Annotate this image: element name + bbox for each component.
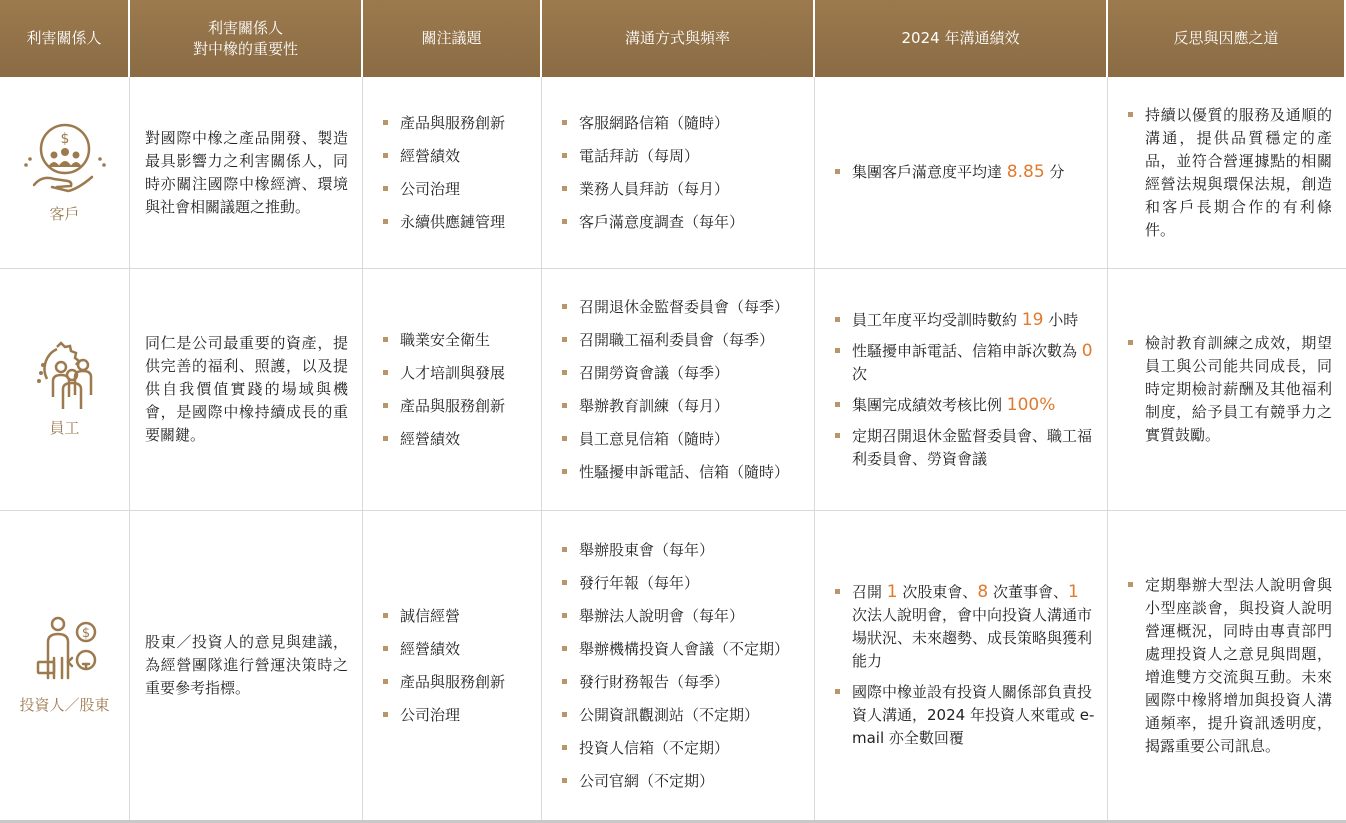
perf-text: 員工年度平均受訓時數約 [852,310,1022,329]
list-item [835,581,1095,673]
header-performance [815,0,1108,77]
importance-text: 同仁是公司最重要的資產，提供完善的福利、照護，以及提供自我價值實踐的場域與機會，是國際中橡持續成長的重要關鍵。 [130,269,363,511]
perf-text: 國際中橡並設有投資人關係部負責投資人溝通，2024 年投資人來電或 e-mail 亦全數回覆 [852,683,1095,747]
communication-list [542,102,814,244]
performance-list [815,301,1107,479]
reflection-cell [1108,511,1346,820]
stakeholder-name: 客戶 [49,205,80,223]
list-item: 性騷擾申訴電話、信箱（隨時） [562,461,814,484]
performance-list [815,153,1107,192]
perf-text: 集團客戶滿意度平均達 [852,163,1007,181]
list-item: 發行財務報告（每季） [562,671,814,694]
list-item: 業務人員拜訪（每月） [562,178,814,201]
perf-text: 次法人說明會，會中向投資人溝通市場狀況、未來趨勢、成長策略與獲利能力 [852,606,1093,670]
perf-text: 次 [852,364,868,383]
list-item [835,340,1095,386]
list-item: 公司治理 [383,178,541,201]
reflection-list [1108,327,1346,452]
topics-list [363,319,541,461]
perf-text: 集團完成績效考核比例 [852,395,1007,414]
list-item: 召開職工福利委員會（每季） [562,329,814,352]
header-reflection [1108,0,1346,77]
investor-icon [20,614,110,690]
list-item: 人才培訓與發展 [383,362,541,385]
list-item: 公司治理 [383,704,541,727]
reflection-list [1108,569,1346,763]
perf-text: 分 [1044,163,1065,181]
header-reflection-label: 反思與因應之道 [1173,29,1279,47]
list-item: 檢討教育訓練之成效，期望員工與公司能共同成長，同時定期檢討薪酬及其他福利制度，給予員工有競爭力之實質鼓勵。 [1128,332,1332,447]
list-item: 誠信經營 [383,605,541,628]
perf-highlight: 1 [886,582,898,602]
perf-text: 定期召開退休金監督委員會、職工福利委員會、勞資會議 [852,426,1093,468]
list-item [835,394,1095,417]
communication-cell [542,511,815,820]
stakeholder-cell-employee [0,269,130,511]
svg-text:$: $ [60,131,69,147]
list-item: 電話拜訪（每周） [562,145,814,168]
header-importance-line1: 利害關係人 [207,18,283,37]
reflection-list [1108,99,1346,247]
customer-icon [20,119,110,199]
perf-highlight: 8.85 [1006,162,1045,182]
topics-cell [363,77,542,269]
list-item: 客戶滿意度調查（每年） [562,211,814,234]
list-item: 召開勞資會議（每季） [562,362,814,385]
list-item: 舉辦股東會（每年） [562,539,814,562]
header-communication [542,0,815,77]
list-item [835,681,1095,750]
stakeholder-name: 員工 [49,419,80,437]
topics-list [363,102,541,244]
perf-text: 次董事會、 [988,583,1068,601]
list-item: 員工意見信箱（隨時） [562,428,814,451]
list-item: 經營績效 [383,428,541,451]
perf-text: 次股東會、 [897,583,978,601]
header-importance-line2: 對中橡的重要性 [192,39,298,58]
perf-highlight: 8 [977,582,989,602]
performance-cell [815,269,1108,511]
employee-icon [27,339,103,413]
reflection-cell [1108,77,1346,269]
list-item: 職業安全衛生 [383,329,541,352]
svg-text:$: $ [81,626,90,641]
reflection-cell [1108,269,1346,511]
perf-text: 召開 [852,583,887,601]
topics-cell [363,511,542,820]
perf-text: 性騷擾申訴電話、信箱申訴次數為 [852,341,1082,360]
header-stakeholder-label: 利害關係人 [26,29,102,47]
stakeholder-name: 投資人／股東 [19,696,110,714]
communication-cell [542,269,815,511]
header-communication-label: 溝通方式與頻率 [624,29,730,47]
list-item [835,161,1095,184]
list-item: 舉辦機構投資人會議（不定期） [562,638,814,661]
performance-cell [815,77,1108,269]
stakeholder-cell-customer [0,77,130,269]
header-importance [130,0,363,77]
header-performance-label: 2024 年溝通績效 [901,29,1020,47]
list-item: 產品與服務創新 [383,671,541,694]
list-item: 經營績效 [383,638,541,661]
communication-list [542,529,814,803]
header-stakeholder [0,0,130,77]
topics-list [363,595,541,737]
header-topics-label: 關注議題 [421,29,482,47]
list-item: 召開退休金監督委員會（每季） [562,296,814,319]
list-item: 發行年報（每年） [562,572,814,595]
topics-cell [363,269,542,511]
stakeholder-cell-investor [0,511,130,820]
list-item: 公開資訊觀測站（不定期） [562,704,814,727]
list-item: 投資人信箱（不定期） [562,737,814,760]
communication-list [542,286,814,494]
perf-highlight: 100% [1006,394,1056,415]
list-item [835,425,1095,471]
list-item: 定期舉辦大型法人說明會與小型座談會，與投資人說明營運概況，同時由專責部門處理投資人之意見與問題，增進雙方交流與互動。未來國際中橡將增加與投資人溝通頻率，提升資訊透明度，揭露重要公司訊息。 [1128,574,1332,758]
list-item: 舉辦法人說明會（每年） [562,605,814,628]
performance-cell [815,511,1108,820]
list-item [835,309,1095,332]
header-topics [363,0,542,77]
importance-text: 對國際中橡之產品開發、製造最具影響力之利害關係人，同時亦關注國際中橡經濟、環境與社會相關議題之推動。 [130,77,363,269]
list-item: 舉辦教育訓練（每月） [562,395,814,418]
perf-highlight: 19 [1021,309,1044,330]
list-item: 持續以優質的服務及通順的溝通，提供品質穩定的產品，並符合營運據點的相關經營法規與環保法規，創造和客戶長期合作的有利條件。 [1128,104,1332,242]
perf-highlight: 1 [1068,582,1079,602]
list-item: 經營績效 [383,145,541,168]
importance-text: 股東／投資人的意見與建議，為經營團隊進行營運決策時之重要參考指標。 [130,511,363,820]
perf-text: 小時 [1043,310,1079,329]
communication-cell [542,77,815,269]
list-item: 產品與服務創新 [383,395,541,418]
performance-list [815,573,1107,758]
list-item: 公司官網（不定期） [562,770,814,793]
list-item: 永續供應鏈管理 [383,211,541,234]
list-item: 產品與服務創新 [383,112,541,135]
list-item: 客服網路信箱（隨時） [562,112,814,135]
perf-highlight: 0 [1081,340,1093,361]
